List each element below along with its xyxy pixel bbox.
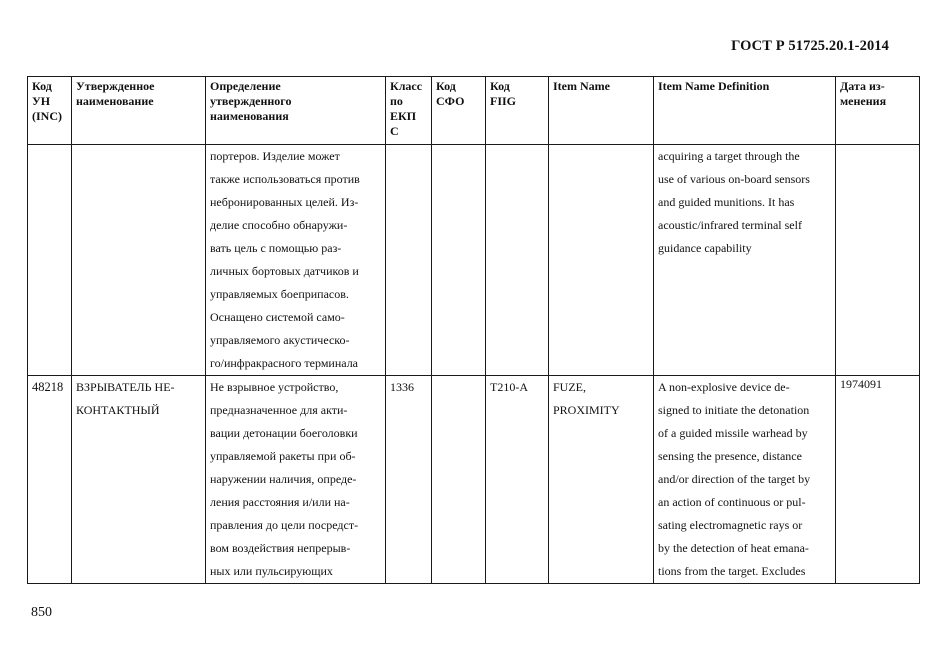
header-item-definition: Item Name Definition [654, 77, 836, 145]
cell-code-fiig [486, 145, 549, 376]
cell-change-date: 1974091 [836, 376, 920, 584]
table-header-row [28, 77, 920, 145]
cell-approved-name: ВЗРЫВАТЕЛЬ НЕ- КОНТАКТНЫЙ [72, 376, 206, 584]
cell-code-sfo [432, 145, 486, 376]
table-row [28, 145, 920, 376]
cell-class-ekps [386, 145, 432, 376]
cell-definition: портеров. Изделие может также использоваться против небронированных целей. Из- делие способно обнаружи- вать цель с помощью раз- личных бортовых датчиков и управляемых боеприпасов. Оснащено системой само- управляемого акустическо- го/инфракрасного терминала [206, 145, 386, 376]
cell-change-date [836, 145, 920, 376]
cell-item-name: FUZE, PROXIMITY [549, 376, 654, 584]
cell-inc: 48218 [28, 376, 72, 584]
cell-item-name [549, 145, 654, 376]
header-approved-name: Утвержденное наименование [72, 77, 206, 145]
header-item-name: Item Name [549, 77, 654, 145]
header-change-date: Дата из- менения [836, 77, 920, 145]
cell-class-ekps: 1336 [386, 376, 432, 584]
page-number: 850 [31, 605, 52, 620]
catalog-table [27, 76, 920, 584]
cell-approved-name [72, 145, 206, 376]
header-code-fiig: Код FIIG [486, 77, 549, 145]
header-class-ekps: Класс по ЕКП С [386, 77, 432, 145]
cell-definition: Не взрывное устройство, предназначенное для акти- вации детонации боеголовки управляемой ракеты при об- наружении наличия, опреде- ления расстояния и/или на- правления до цели посредст- вом воздействия непрерыв- ных или пульсирующих [206, 376, 386, 584]
cell-code-sfo [432, 376, 486, 584]
table-row [28, 376, 920, 584]
header-definition: Определение утвержденного наименования [206, 77, 386, 145]
cell-inc [28, 145, 72, 376]
header-inc: Код УН (INC) [28, 77, 72, 145]
cell-code-fiig: T210-A [486, 376, 549, 584]
header-code-sfo: Код СФО [432, 77, 486, 145]
cell-item-definition: acquiring a target through the use of various on-board sensors and guided munitions. It has acoustic/infrared terminal self guidance capability [654, 145, 836, 376]
document-header: ГОСТ Р 51725.20.1-2014 [731, 38, 889, 54]
cell-item-definition: A non-explosive device de- signed to initiate the detonation of a guided missile warhead by sensing the presence, distance and/or direction of the target by an action of continuous or pul- sating electromagnetic rays or by the detection of heat emana- tions from the target. Excludes [654, 376, 836, 584]
